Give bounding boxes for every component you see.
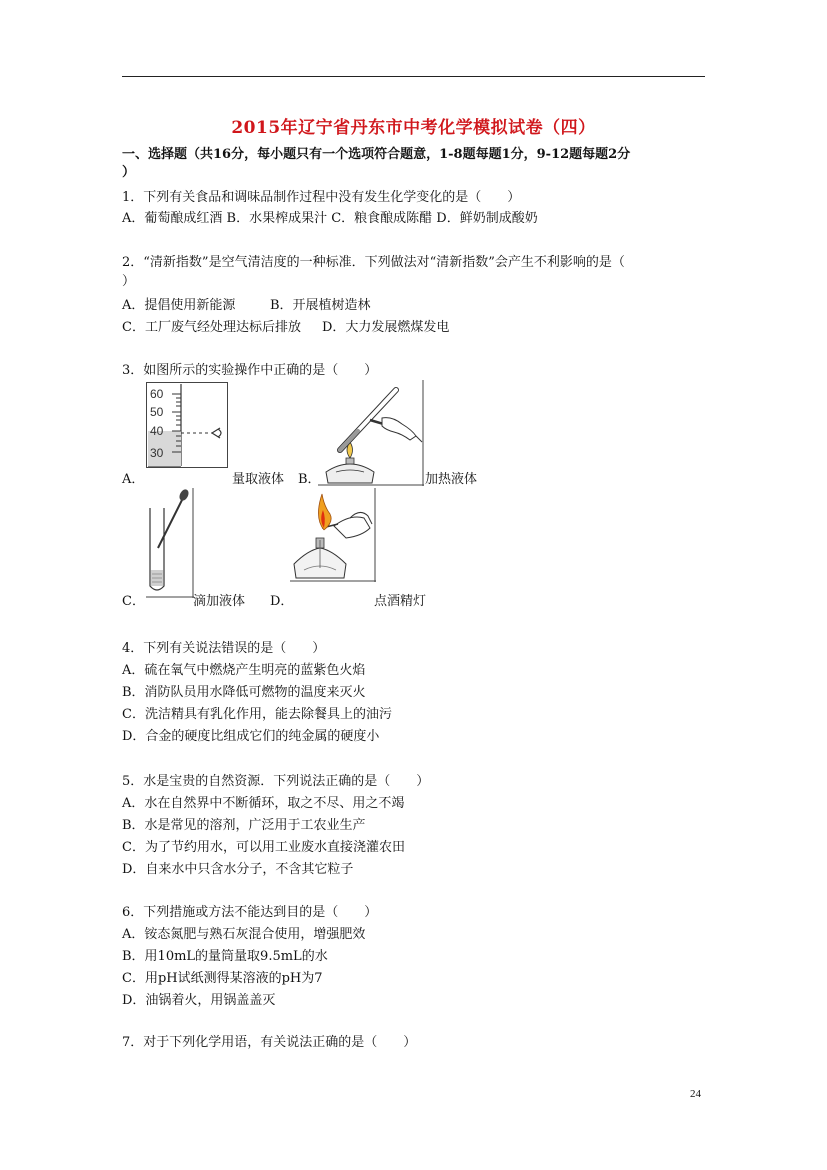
q3-caption-b: 加热液体 <box>425 472 478 487</box>
q4-option-d: D．合金的硬度比组成它们的纯金属的硬度小 <box>122 729 380 744</box>
q4-option-b: B．消防队员用水降低可燃物的温度来灭火 <box>122 685 366 700</box>
q5-stem: 5．水是宝贵的自然资源．下列说法正确的是（ ） <box>122 774 430 789</box>
q6-option-a: A．铵态氮肥与熟石灰混合使用，增强肥效 <box>122 927 366 942</box>
q3-caption-c: 滴加液体 <box>193 594 246 609</box>
q6-stem: 6．下列措施或方法不能达到目的是（ ） <box>122 905 378 920</box>
q7-stem: 7．对于下列化学用语，有关说法正确的是（ ） <box>122 1035 417 1050</box>
q4-option-c: C．洗洁精具有乳化作用，能去除餐具上的油污 <box>122 707 392 722</box>
q5-option-d: D．自来水中只含水分子，不含其它粒子 <box>122 862 354 877</box>
q5-option-b: B．水是常见的溶剂，广泛用于工农业生产 <box>122 818 366 833</box>
q3-label-d: D． <box>270 594 294 609</box>
measuring-cylinder-figure <box>146 382 228 468</box>
alcohol-lamp-figure <box>290 488 376 582</box>
q3-stem: 3．如图所示的实验操作中正确的是（ ） <box>122 363 378 378</box>
q5-option-a: A．水在自然界中不断循环，取之不尽、用之不竭 <box>122 796 405 811</box>
header-rule <box>122 76 705 77</box>
q3-label-b: B． <box>298 472 321 487</box>
q2-option-b: B．开展植树造林 <box>270 298 371 313</box>
dropper-figure <box>146 488 194 598</box>
q2-stem-cont: ） <box>122 274 136 289</box>
heating-liquid-figure <box>318 380 424 486</box>
q1-options: A．葡萄酿成红酒 B．水果榨成果汁 C．粮食酿成陈醋 D．鲜奶制成酸奶 <box>122 211 538 226</box>
tick-label: 30 <box>150 446 164 460</box>
tick-label: 50 <box>150 405 164 419</box>
q5-option-c: C．为了节约用水，可以用工业废水直接浇灌农田 <box>122 840 405 855</box>
q3-caption-d: 点酒精灯 <box>374 594 427 609</box>
q2-option-c: C．工厂废气经处理达标后排放 <box>122 320 301 335</box>
q3-caption-a: 量取液体 <box>232 472 285 487</box>
page-title: 2015年辽宁省丹东市中考化学模拟试卷（四） <box>231 118 596 138</box>
q6-option-b: B．用10mL的量筒量取9.5mL的水 <box>122 949 328 964</box>
hand-icon <box>382 418 416 440</box>
section-heading: 一、选择题（共16分，每小题只有一个选项符合题意，1-8题每题1分，9-12题每题2分 <box>122 147 631 162</box>
q3-label-c: C． <box>122 594 145 609</box>
q6-option-d: D．油锅着火，用锅盖盖灭 <box>122 993 276 1008</box>
q4-option-a: A．硫在氧气中燃烧产生明亮的蓝紫色火焰 <box>122 663 366 678</box>
q2-stem: 2．“清新指数”是空气清洁度的一种标准．下列做法对“清新指数”会产生不利影响的是（ <box>122 255 625 270</box>
tick-label: 40 <box>150 424 164 438</box>
q2-option-d: D．大力发展燃煤发电 <box>322 320 450 335</box>
q1-stem: 1．下列有关食品和调味品制作过程中没有发生化学变化的是（ ） <box>122 190 521 205</box>
section-heading-cont: ） <box>122 165 136 180</box>
page-number: 24 <box>690 1088 701 1100</box>
tick-label: 60 <box>150 387 164 401</box>
q6-option-c: C．用pH试纸测得某溶液的pH为7 <box>122 971 323 986</box>
q2-option-a: A．提倡使用新能源 <box>122 298 236 313</box>
q3-label-a: A． <box>122 472 145 487</box>
q4-stem: 4．下列有关说法错误的是（ ） <box>122 641 326 656</box>
flame-icon <box>318 494 331 530</box>
